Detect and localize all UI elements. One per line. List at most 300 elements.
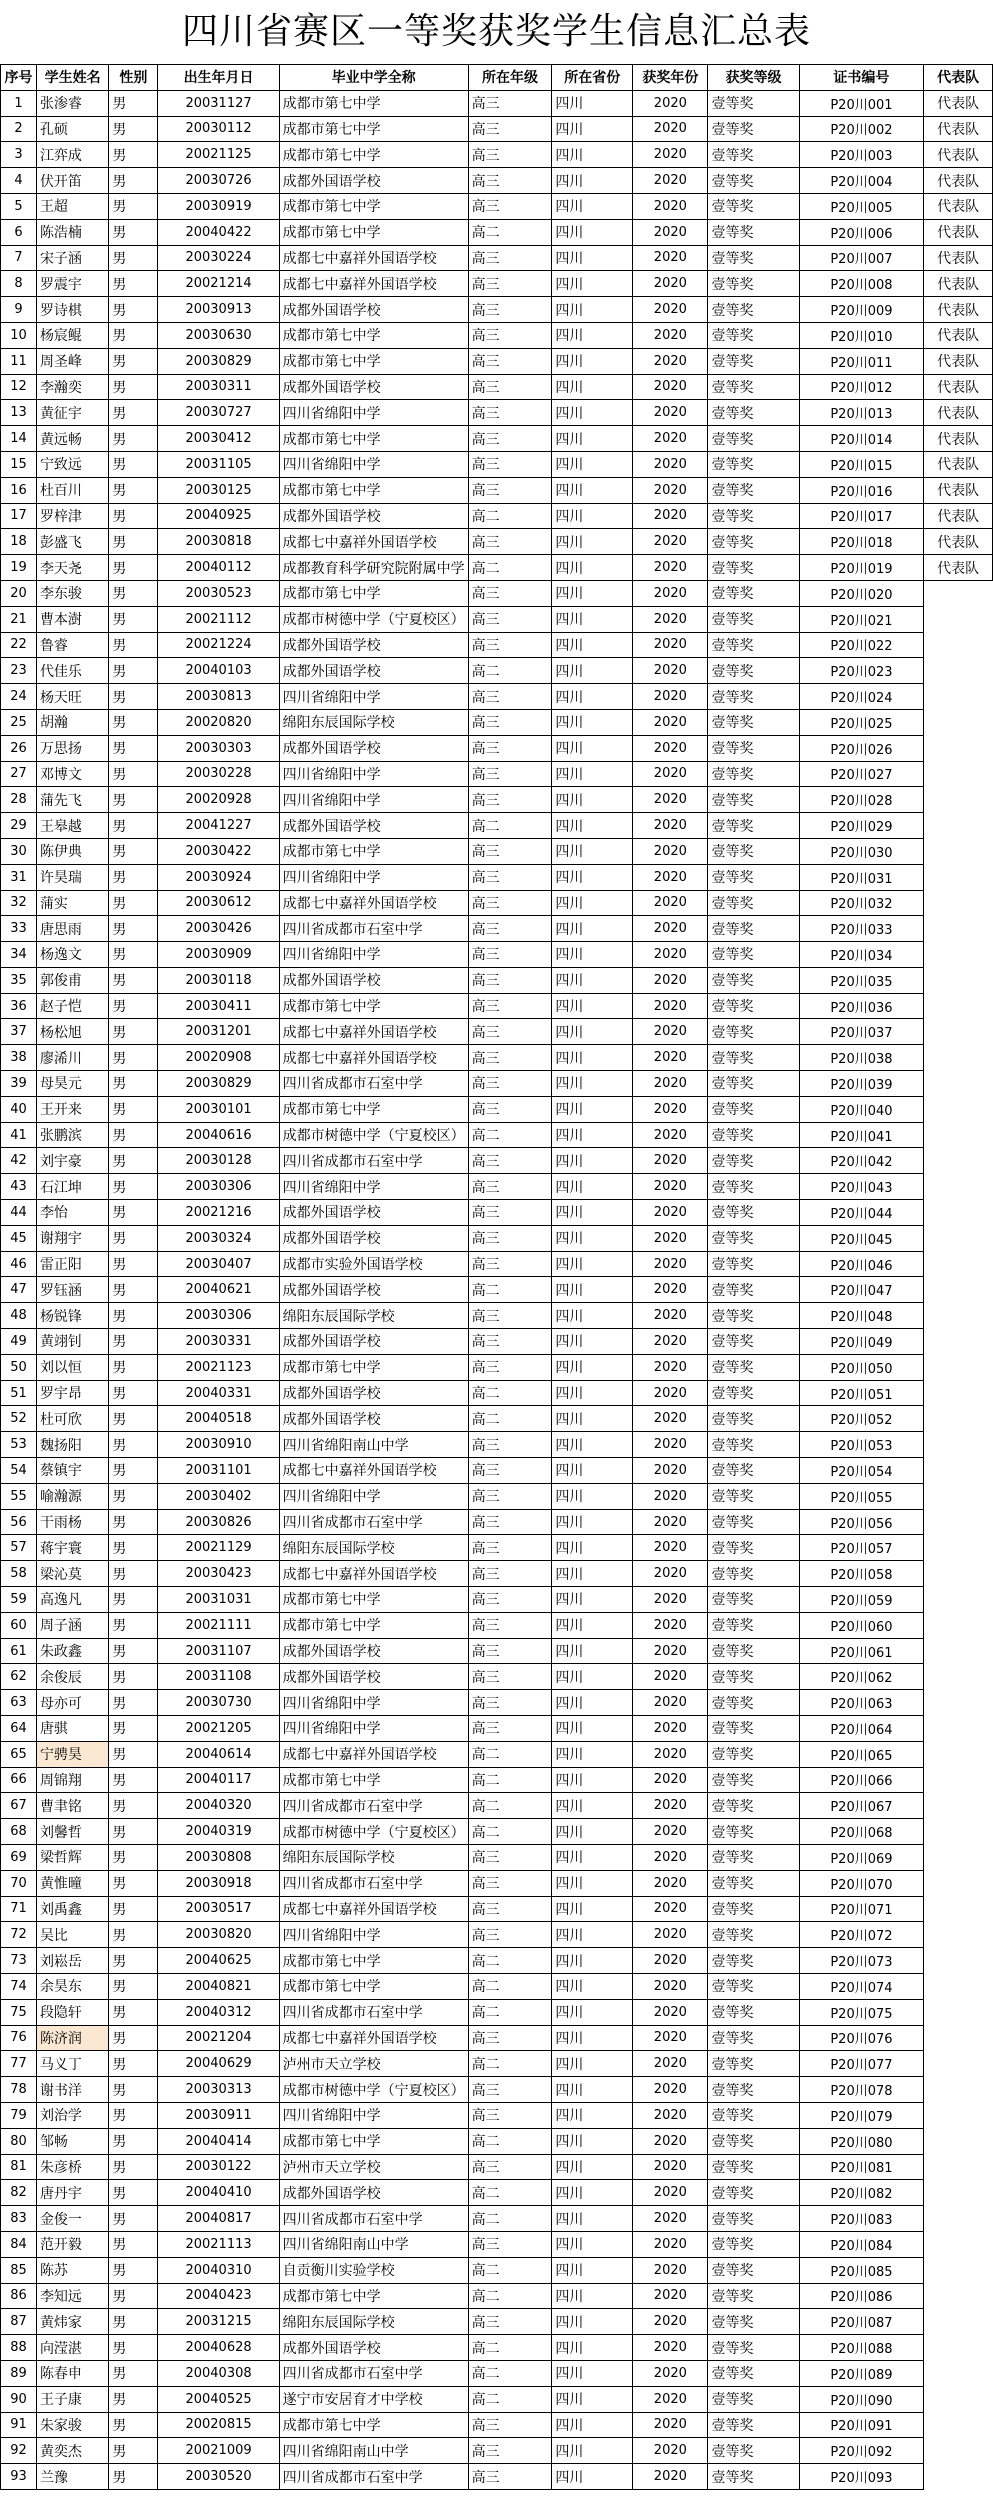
cell-certificate[interactable]: P20川074 bbox=[799, 1973, 924, 1999]
cell-award-level[interactable]: 壹等奖 bbox=[708, 2025, 799, 2051]
cell-certificate[interactable]: P20川080 bbox=[799, 2128, 924, 2154]
cell-certificate[interactable]: P20川040 bbox=[799, 1096, 924, 1122]
cell-year[interactable]: 2020 bbox=[633, 1896, 708, 1922]
cell-year[interactable]: 2020 bbox=[633, 451, 708, 477]
cell-name[interactable]: 李天尧 bbox=[36, 555, 108, 581]
cell-team[interactable]: 代表队 bbox=[924, 348, 993, 374]
cell-award-level[interactable]: 壹等奖 bbox=[708, 2077, 799, 2103]
cell-school[interactable]: 成都外国语学校 bbox=[279, 168, 468, 194]
cell-award-level[interactable]: 壹等奖 bbox=[708, 709, 799, 735]
cell-award-level[interactable]: 壹等奖 bbox=[708, 1509, 799, 1535]
cell-birthdate[interactable]: 20040625 bbox=[158, 1948, 279, 1974]
cell-grade[interactable]: 高三 bbox=[468, 451, 552, 477]
cell-index[interactable]: 45 bbox=[1, 1225, 37, 1251]
cell-school[interactable]: 成都市第七中学 bbox=[279, 1587, 468, 1613]
cell-school[interactable]: 绵阳东辰国际学校 bbox=[279, 1844, 468, 1870]
cell-grade[interactable]: 高三 bbox=[468, 1458, 552, 1484]
cell-grade[interactable]: 高二 bbox=[468, 503, 552, 529]
cell-index[interactable]: 74 bbox=[1, 1973, 37, 1999]
cell-name[interactable]: 杨逸文 bbox=[36, 942, 108, 968]
cell-year[interactable]: 2020 bbox=[633, 1303, 708, 1329]
cell-index[interactable]: 4 bbox=[1, 168, 37, 194]
cell-gender[interactable]: 男 bbox=[109, 245, 158, 271]
cell-school[interactable]: 成都外国语学校 bbox=[279, 1638, 468, 1664]
cell-year[interactable]: 2020 bbox=[633, 142, 708, 168]
cell-year[interactable]: 2020 bbox=[633, 1793, 708, 1819]
cell-team[interactable] bbox=[924, 761, 993, 787]
cell-name[interactable]: 魏扬阳 bbox=[36, 1432, 108, 1458]
cell-team[interactable] bbox=[924, 1612, 993, 1638]
cell-name[interactable]: 干雨杨 bbox=[36, 1509, 108, 1535]
cell-school[interactable]: 四川省成都市石室中学 bbox=[279, 1999, 468, 2025]
cell-school[interactable]: 成都七中嘉祥外国语学校 bbox=[279, 1741, 468, 1767]
cell-award-level[interactable]: 壹等奖 bbox=[708, 1793, 799, 1819]
cell-school[interactable]: 四川省成都市石室中学 bbox=[279, 916, 468, 942]
cell-province[interactable]: 四川 bbox=[552, 168, 633, 194]
cell-birthdate[interactable]: 20040103 bbox=[158, 658, 279, 684]
cell-award-level[interactable]: 壹等奖 bbox=[708, 1277, 799, 1303]
cell-school[interactable]: 四川省成都市石室中学 bbox=[279, 1148, 468, 1174]
cell-birthdate[interactable]: 20040628 bbox=[158, 2335, 279, 2361]
cell-birthdate[interactable]: 20040308 bbox=[158, 2360, 279, 2386]
cell-grade[interactable]: 高三 bbox=[468, 1587, 552, 1613]
cell-certificate[interactable]: P20川091 bbox=[799, 2412, 924, 2438]
cell-school[interactable]: 绵阳东辰国际学校 bbox=[279, 1303, 468, 1329]
cell-province[interactable]: 四川 bbox=[552, 632, 633, 658]
cell-index[interactable]: 15 bbox=[1, 451, 37, 477]
cell-index[interactable]: 79 bbox=[1, 2102, 37, 2128]
cell-certificate[interactable]: P20川064 bbox=[799, 1716, 924, 1742]
cell-birthdate[interactable]: 20030909 bbox=[158, 942, 279, 968]
cell-team[interactable]: 代表队 bbox=[924, 245, 993, 271]
cell-index[interactable]: 36 bbox=[1, 993, 37, 1019]
cell-team[interactable] bbox=[924, 2438, 993, 2464]
cell-province[interactable]: 四川 bbox=[552, 116, 633, 142]
cell-province[interactable]: 四川 bbox=[552, 1741, 633, 1767]
cell-province[interactable]: 四川 bbox=[552, 1200, 633, 1226]
cell-school[interactable]: 遂宁市安居育才中学校 bbox=[279, 2386, 468, 2412]
cell-province[interactable]: 四川 bbox=[552, 1922, 633, 1948]
cell-province[interactable]: 四川 bbox=[552, 2386, 633, 2412]
cell-birthdate[interactable]: 20020928 bbox=[158, 787, 279, 813]
cell-index[interactable]: 47 bbox=[1, 1277, 37, 1303]
cell-team[interactable]: 代表队 bbox=[924, 503, 993, 529]
cell-year[interactable]: 2020 bbox=[633, 1251, 708, 1277]
cell-award-level[interactable]: 壹等奖 bbox=[708, 503, 799, 529]
cell-birthdate[interactable]: 20040310 bbox=[158, 2257, 279, 2283]
cell-team[interactable] bbox=[924, 993, 993, 1019]
cell-gender[interactable]: 男 bbox=[109, 1225, 158, 1251]
cell-name[interactable]: 陈春申 bbox=[36, 2360, 108, 2386]
cell-school[interactable]: 成都市第七中学 bbox=[279, 193, 468, 219]
cell-name[interactable]: 王子康 bbox=[36, 2386, 108, 2412]
cell-birthdate[interactable]: 20030412 bbox=[158, 426, 279, 452]
cell-province[interactable]: 四川 bbox=[552, 2102, 633, 2128]
cell-award-level[interactable]: 壹等奖 bbox=[708, 168, 799, 194]
cell-certificate[interactable]: P20川005 bbox=[799, 193, 924, 219]
cell-gender[interactable]: 男 bbox=[109, 2077, 158, 2103]
cell-grade[interactable]: 高二 bbox=[468, 1973, 552, 1999]
cell-name[interactable]: 邹畅 bbox=[36, 2128, 108, 2154]
cell-gender[interactable]: 男 bbox=[109, 2102, 158, 2128]
cell-province[interactable]: 四川 bbox=[552, 1793, 633, 1819]
cell-certificate[interactable]: P20川003 bbox=[799, 142, 924, 168]
cell-index[interactable]: 48 bbox=[1, 1303, 37, 1329]
cell-year[interactable]: 2020 bbox=[633, 1225, 708, 1251]
cell-gender[interactable]: 男 bbox=[109, 1509, 158, 1535]
cell-name[interactable]: 高逸凡 bbox=[36, 1587, 108, 1613]
cell-year[interactable]: 2020 bbox=[633, 2051, 708, 2077]
cell-gender[interactable]: 男 bbox=[109, 2412, 158, 2438]
cell-grade[interactable]: 高三 bbox=[468, 116, 552, 142]
cell-gender[interactable]: 男 bbox=[109, 1174, 158, 1200]
cell-province[interactable]: 四川 bbox=[552, 761, 633, 787]
cell-grade[interactable]: 高三 bbox=[468, 1509, 552, 1535]
cell-award-level[interactable]: 壹等奖 bbox=[708, 1612, 799, 1638]
cell-gender[interactable]: 男 bbox=[109, 606, 158, 632]
cell-award-level[interactable]: 壹等奖 bbox=[708, 1741, 799, 1767]
cell-certificate[interactable]: P20川088 bbox=[799, 2335, 924, 2361]
cell-birthdate[interactable]: 20030313 bbox=[158, 2077, 279, 2103]
cell-year[interactable]: 2020 bbox=[633, 1561, 708, 1587]
cell-award-level[interactable]: 壹等奖 bbox=[708, 864, 799, 890]
cell-certificate[interactable]: P20川019 bbox=[799, 555, 924, 581]
cell-gender[interactable]: 男 bbox=[109, 1406, 158, 1432]
cell-award-level[interactable]: 壹等奖 bbox=[708, 1380, 799, 1406]
cell-certificate[interactable]: P20川018 bbox=[799, 529, 924, 555]
cell-team[interactable] bbox=[924, 684, 993, 710]
cell-grade[interactable]: 高三 bbox=[468, 1096, 552, 1122]
cell-school[interactable]: 成都市第七中学 bbox=[279, 90, 468, 116]
cell-certificate[interactable]: P20川028 bbox=[799, 787, 924, 813]
cell-name[interactable]: 黄惟曈 bbox=[36, 1870, 108, 1896]
cell-province[interactable]: 四川 bbox=[552, 1767, 633, 1793]
cell-gender[interactable]: 男 bbox=[109, 451, 158, 477]
cell-index[interactable]: 67 bbox=[1, 1793, 37, 1819]
cell-award-level[interactable]: 壹等奖 bbox=[708, 1329, 799, 1355]
cell-school[interactable]: 成都市树德中学（宁夏校区） bbox=[279, 1819, 468, 1845]
cell-gender[interactable]: 男 bbox=[109, 168, 158, 194]
cell-gender[interactable]: 男 bbox=[109, 1535, 158, 1561]
cell-gender[interactable]: 男 bbox=[109, 2438, 158, 2464]
cell-year[interactable]: 2020 bbox=[633, 374, 708, 400]
cell-grade[interactable]: 高三 bbox=[468, 297, 552, 323]
cell-name[interactable]: 张渗睿 bbox=[36, 90, 108, 116]
cell-index[interactable]: 27 bbox=[1, 761, 37, 787]
cell-team[interactable] bbox=[924, 1844, 993, 1870]
cell-team[interactable] bbox=[924, 967, 993, 993]
cell-year[interactable]: 2020 bbox=[633, 1380, 708, 1406]
cell-school[interactable]: 成都七中嘉祥外国语学校 bbox=[279, 1045, 468, 1071]
cell-year[interactable]: 2020 bbox=[633, 555, 708, 581]
cell-year[interactable]: 2020 bbox=[633, 942, 708, 968]
cell-award-level[interactable]: 壹等奖 bbox=[708, 1200, 799, 1226]
cell-name[interactable]: 朱彦桥 bbox=[36, 2154, 108, 2180]
cell-province[interactable]: 四川 bbox=[552, 2438, 633, 2464]
cell-grade[interactable]: 高三 bbox=[468, 1174, 552, 1200]
cell-index[interactable]: 73 bbox=[1, 1948, 37, 1974]
cell-grade[interactable]: 高三 bbox=[468, 606, 552, 632]
cell-year[interactable]: 2020 bbox=[633, 606, 708, 632]
cell-name[interactable]: 邓博文 bbox=[36, 761, 108, 787]
cell-year[interactable]: 2020 bbox=[633, 1999, 708, 2025]
cell-province[interactable]: 四川 bbox=[552, 2206, 633, 2232]
cell-grade[interactable]: 高三 bbox=[468, 1432, 552, 1458]
cell-birthdate[interactable]: 20040821 bbox=[158, 1973, 279, 1999]
cell-award-level[interactable]: 壹等奖 bbox=[708, 529, 799, 555]
cell-certificate[interactable]: P20川093 bbox=[799, 2464, 924, 2490]
cell-school[interactable]: 成都市第七中学 bbox=[279, 1354, 468, 1380]
cell-birthdate[interactable]: 20030918 bbox=[158, 1870, 279, 1896]
cell-birthdate[interactable]: 20030422 bbox=[158, 838, 279, 864]
cell-province[interactable]: 四川 bbox=[552, 2077, 633, 2103]
cell-certificate[interactable]: P20川066 bbox=[799, 1767, 924, 1793]
cell-grade[interactable]: 高三 bbox=[468, 1148, 552, 1174]
cell-gender[interactable]: 男 bbox=[109, 1922, 158, 1948]
cell-gender[interactable]: 男 bbox=[109, 632, 158, 658]
cell-province[interactable]: 四川 bbox=[552, 1096, 633, 1122]
cell-team[interactable] bbox=[924, 1380, 993, 1406]
cell-year[interactable]: 2020 bbox=[633, 168, 708, 194]
cell-name[interactable]: 罗梓津 bbox=[36, 503, 108, 529]
cell-award-level[interactable]: 壹等奖 bbox=[708, 761, 799, 787]
cell-school[interactable]: 成都市第七中学 bbox=[279, 1948, 468, 1974]
cell-birthdate[interactable]: 20021123 bbox=[158, 1354, 279, 1380]
cell-gender[interactable]: 男 bbox=[109, 1432, 158, 1458]
cell-team[interactable]: 代表队 bbox=[924, 322, 993, 348]
cell-name[interactable]: 陈浩楠 bbox=[36, 219, 108, 245]
cell-index[interactable]: 38 bbox=[1, 1045, 37, 1071]
cell-gender[interactable]: 男 bbox=[109, 2386, 158, 2412]
cell-year[interactable]: 2020 bbox=[633, 1948, 708, 1974]
cell-school[interactable]: 四川省成都市石室中学 bbox=[279, 1870, 468, 1896]
cell-school[interactable]: 四川省成都市石室中学 bbox=[279, 2360, 468, 2386]
cell-birthdate[interactable]: 20040410 bbox=[158, 2180, 279, 2206]
cell-year[interactable]: 2020 bbox=[633, 1045, 708, 1071]
cell-birthdate[interactable]: 20030523 bbox=[158, 580, 279, 606]
cell-name[interactable]: 谢翔宇 bbox=[36, 1225, 108, 1251]
cell-team[interactable] bbox=[924, 1638, 993, 1664]
cell-team[interactable]: 代表队 bbox=[924, 297, 993, 323]
cell-team[interactable] bbox=[924, 2309, 993, 2335]
cell-grade[interactable]: 高三 bbox=[468, 890, 552, 916]
cell-index[interactable]: 54 bbox=[1, 1458, 37, 1484]
cell-index[interactable]: 62 bbox=[1, 1664, 37, 1690]
cell-grade[interactable]: 高三 bbox=[468, 1354, 552, 1380]
cell-name[interactable]: 蒲先飞 bbox=[36, 787, 108, 813]
cell-award-level[interactable]: 壹等奖 bbox=[708, 1767, 799, 1793]
cell-certificate[interactable]: P20川059 bbox=[799, 1587, 924, 1613]
cell-birthdate[interactable]: 20030913 bbox=[158, 297, 279, 323]
cell-award-level[interactable]: 壹等奖 bbox=[708, 1303, 799, 1329]
cell-team[interactable] bbox=[924, 1200, 993, 1226]
cell-name[interactable]: 杨锐锋 bbox=[36, 1303, 108, 1329]
cell-birthdate[interactable]: 20030311 bbox=[158, 374, 279, 400]
cell-team[interactable] bbox=[924, 1767, 993, 1793]
cell-gender[interactable]: 男 bbox=[109, 1019, 158, 1045]
cell-grade[interactable]: 高三 bbox=[468, 735, 552, 761]
cell-grade[interactable]: 高三 bbox=[468, 993, 552, 1019]
cell-award-level[interactable]: 壹等奖 bbox=[708, 658, 799, 684]
cell-province[interactable]: 四川 bbox=[552, 193, 633, 219]
cell-index[interactable]: 2 bbox=[1, 116, 37, 142]
cell-province[interactable]: 四川 bbox=[552, 2360, 633, 2386]
cell-certificate[interactable]: P20川030 bbox=[799, 838, 924, 864]
cell-index[interactable]: 50 bbox=[1, 1354, 37, 1380]
cell-index[interactable]: 9 bbox=[1, 297, 37, 323]
cell-gender[interactable]: 男 bbox=[109, 1045, 158, 1071]
cell-birthdate[interactable]: 20030829 bbox=[158, 1071, 279, 1097]
cell-birthdate[interactable]: 20030101 bbox=[158, 1096, 279, 1122]
cell-birthdate[interactable]: 20030919 bbox=[158, 193, 279, 219]
cell-name[interactable]: 孔硕 bbox=[36, 116, 108, 142]
cell-index[interactable]: 33 bbox=[1, 916, 37, 942]
cell-gender[interactable]: 男 bbox=[109, 1741, 158, 1767]
cell-year[interactable]: 2020 bbox=[633, 322, 708, 348]
cell-index[interactable]: 42 bbox=[1, 1148, 37, 1174]
cell-certificate[interactable]: P20川072 bbox=[799, 1922, 924, 1948]
cell-gender[interactable]: 男 bbox=[109, 709, 158, 735]
cell-school[interactable]: 成都外国语学校 bbox=[279, 632, 468, 658]
cell-award-level[interactable]: 壹等奖 bbox=[708, 813, 799, 839]
cell-award-level[interactable]: 壹等奖 bbox=[708, 193, 799, 219]
cell-gender[interactable]: 男 bbox=[109, 2231, 158, 2257]
cell-school[interactable]: 四川省成都市石室中学 bbox=[279, 1793, 468, 1819]
cell-school[interactable]: 四川省绵阳中学 bbox=[279, 1716, 468, 1742]
cell-team[interactable] bbox=[924, 2386, 993, 2412]
cell-index[interactable]: 10 bbox=[1, 322, 37, 348]
cell-name[interactable]: 李瀚奕 bbox=[36, 374, 108, 400]
cell-year[interactable]: 2020 bbox=[633, 2464, 708, 2490]
cell-birthdate[interactable]: 20031107 bbox=[158, 1638, 279, 1664]
col-header-grade[interactable]: 所在年级 bbox=[468, 65, 552, 91]
cell-grade[interactable]: 高二 bbox=[468, 1999, 552, 2025]
cell-school[interactable]: 四川省成都市石室中学 bbox=[279, 2464, 468, 2490]
cell-year[interactable]: 2020 bbox=[633, 838, 708, 864]
cell-team[interactable] bbox=[924, 2335, 993, 2361]
cell-grade[interactable]: 高二 bbox=[468, 2206, 552, 2232]
cell-index[interactable]: 52 bbox=[1, 1406, 37, 1432]
cell-gender[interactable]: 男 bbox=[109, 1587, 158, 1613]
cell-award-level[interactable]: 壹等奖 bbox=[708, 1922, 799, 1948]
cell-certificate[interactable]: P20川052 bbox=[799, 1406, 924, 1432]
cell-certificate[interactable]: P20川077 bbox=[799, 2051, 924, 2077]
cell-birthdate[interactable]: 20030224 bbox=[158, 245, 279, 271]
cell-award-level[interactable]: 壹等奖 bbox=[708, 1587, 799, 1613]
cell-year[interactable]: 2020 bbox=[633, 2025, 708, 2051]
cell-province[interactable]: 四川 bbox=[552, 1432, 633, 1458]
cell-year[interactable]: 2020 bbox=[633, 2102, 708, 2128]
cell-certificate[interactable]: P20川079 bbox=[799, 2102, 924, 2128]
cell-name[interactable]: 代佳乐 bbox=[36, 658, 108, 684]
cell-team[interactable] bbox=[924, 1999, 993, 2025]
cell-grade[interactable]: 高三 bbox=[468, 2464, 552, 2490]
cell-team[interactable] bbox=[924, 1483, 993, 1509]
cell-province[interactable]: 四川 bbox=[552, 1251, 633, 1277]
cell-grade[interactable]: 高三 bbox=[468, 1303, 552, 1329]
cell-team[interactable] bbox=[924, 838, 993, 864]
cell-name[interactable]: 石江坤 bbox=[36, 1174, 108, 1200]
cell-province[interactable]: 四川 bbox=[552, 374, 633, 400]
cell-certificate[interactable]: P20川043 bbox=[799, 1174, 924, 1200]
cell-birthdate[interactable]: 20030118 bbox=[158, 967, 279, 993]
cell-school[interactable]: 成都外国语学校 bbox=[279, 1406, 468, 1432]
cell-year[interactable]: 2020 bbox=[633, 1458, 708, 1484]
cell-grade[interactable]: 高二 bbox=[468, 1406, 552, 1432]
cell-grade[interactable]: 高二 bbox=[468, 2128, 552, 2154]
cell-province[interactable]: 四川 bbox=[552, 2464, 633, 2490]
cell-name[interactable]: 兰豫 bbox=[36, 2464, 108, 2490]
cell-gender[interactable]: 男 bbox=[109, 1638, 158, 1664]
cell-birthdate[interactable]: 20030808 bbox=[158, 1844, 279, 1870]
cell-certificate[interactable]: P20川039 bbox=[799, 1071, 924, 1097]
cell-name[interactable]: 吴比 bbox=[36, 1922, 108, 1948]
cell-team[interactable] bbox=[924, 1354, 993, 1380]
cell-grade[interactable]: 高二 bbox=[468, 2335, 552, 2361]
cell-index[interactable]: 11 bbox=[1, 348, 37, 374]
cell-year[interactable]: 2020 bbox=[633, 761, 708, 787]
cell-index[interactable]: 57 bbox=[1, 1535, 37, 1561]
cell-school[interactable]: 成都市第七中学 bbox=[279, 1096, 468, 1122]
cell-birthdate[interactable]: 20021125 bbox=[158, 142, 279, 168]
cell-province[interactable]: 四川 bbox=[552, 1071, 633, 1097]
cell-gender[interactable]: 男 bbox=[109, 400, 158, 426]
cell-province[interactable]: 四川 bbox=[552, 993, 633, 1019]
cell-index[interactable]: 82 bbox=[1, 2180, 37, 2206]
cell-birthdate[interactable]: 20031201 bbox=[158, 1019, 279, 1045]
cell-birthdate[interactable]: 20040319 bbox=[158, 1819, 279, 1845]
cell-school[interactable]: 四川省绵阳南山中学 bbox=[279, 1432, 468, 1458]
cell-gender[interactable]: 男 bbox=[109, 2128, 158, 2154]
cell-gender[interactable]: 男 bbox=[109, 2025, 158, 2051]
cell-gender[interactable]: 男 bbox=[109, 580, 158, 606]
cell-grade[interactable]: 高二 bbox=[468, 2283, 552, 2309]
cell-name[interactable]: 余俊辰 bbox=[36, 1664, 108, 1690]
cell-name[interactable]: 黄奕杰 bbox=[36, 2438, 108, 2464]
cell-birthdate[interactable]: 20030125 bbox=[158, 477, 279, 503]
cell-award-level[interactable]: 壹等奖 bbox=[708, 426, 799, 452]
cell-index[interactable]: 91 bbox=[1, 2412, 37, 2438]
cell-award-level[interactable]: 壹等奖 bbox=[708, 2128, 799, 2154]
cell-team[interactable] bbox=[924, 787, 993, 813]
cell-year[interactable]: 2020 bbox=[633, 90, 708, 116]
cell-index[interactable]: 64 bbox=[1, 1716, 37, 1742]
cell-name[interactable]: 唐丹宇 bbox=[36, 2180, 108, 2206]
cell-name[interactable]: 唐骐 bbox=[36, 1716, 108, 1742]
cell-certificate[interactable]: P20川027 bbox=[799, 761, 924, 787]
cell-birthdate[interactable]: 20030911 bbox=[158, 2102, 279, 2128]
cell-year[interactable]: 2020 bbox=[633, 1922, 708, 1948]
col-header-birthdate[interactable]: 出生年月日 bbox=[158, 65, 279, 91]
cell-name[interactable]: 周圣峰 bbox=[36, 348, 108, 374]
cell-index[interactable]: 20 bbox=[1, 580, 37, 606]
cell-year[interactable]: 2020 bbox=[633, 2335, 708, 2361]
cell-award-level[interactable]: 壹等奖 bbox=[708, 890, 799, 916]
cell-certificate[interactable]: P20川025 bbox=[799, 709, 924, 735]
cell-index[interactable]: 29 bbox=[1, 813, 37, 839]
cell-certificate[interactable]: P20川006 bbox=[799, 219, 924, 245]
cell-province[interactable]: 四川 bbox=[552, 813, 633, 839]
cell-grade[interactable]: 高二 bbox=[468, 1122, 552, 1148]
cell-birthdate[interactable]: 20040629 bbox=[158, 2051, 279, 2077]
cell-province[interactable]: 四川 bbox=[552, 1535, 633, 1561]
cell-team[interactable] bbox=[924, 1096, 993, 1122]
cell-birthdate[interactable]: 20030924 bbox=[158, 864, 279, 890]
cell-certificate[interactable]: P20川031 bbox=[799, 864, 924, 890]
cell-award-level[interactable]: 壹等奖 bbox=[708, 2386, 799, 2412]
cell-index[interactable]: 92 bbox=[1, 2438, 37, 2464]
cell-name[interactable]: 谢书洋 bbox=[36, 2077, 108, 2103]
